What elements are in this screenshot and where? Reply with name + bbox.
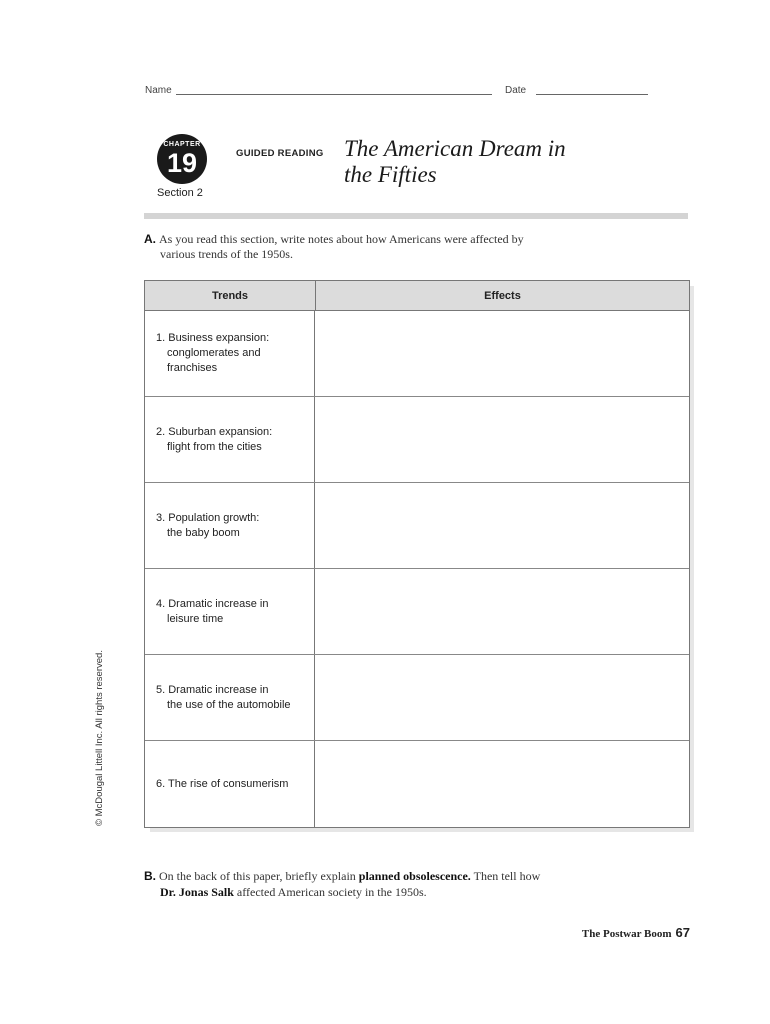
effect-cell[interactable]: [315, 569, 689, 654]
trend-text-line2: the use of the automobile: [167, 698, 291, 711]
name-field-line[interactable]: [176, 94, 492, 95]
planned-obsolescence-term: planned obsolescence.: [358, 869, 471, 883]
effect-cell[interactable]: [315, 397, 689, 482]
chapter-label: CHAPTER: [163, 141, 201, 148]
trend-cell: [145, 569, 315, 654]
trend-text-line2: conglomerates and: [167, 347, 261, 359]
trend-text-line1: 4. Dramatic increase in: [156, 597, 269, 610]
effect-cell[interactable]: [315, 741, 689, 827]
header-effects: Effects: [484, 289, 521, 302]
trend-cell: [145, 397, 315, 482]
guided-reading-label: GUIDED READING: [236, 148, 324, 159]
title-line-1: The American Dream in: [344, 136, 566, 161]
date-field-line[interactable]: [536, 94, 648, 95]
trend-text-line2: the baby boom: [167, 526, 240, 539]
trend-cell: [145, 311, 315, 396]
trend-text-line2: flight from the cities: [167, 440, 262, 453]
page-title: [344, 136, 664, 188]
trend-text-line3: franchises: [167, 362, 218, 374]
page-number: 67: [675, 925, 690, 940]
trend-cell: [145, 483, 315, 568]
name-label: Name: [145, 85, 172, 96]
trend-text-line1: 2. Suburban expansion:: [156, 425, 273, 438]
part-a-instructions: [144, 232, 614, 262]
table-row: [145, 741, 689, 827]
table-row: [145, 311, 689, 397]
section-label: Section 2: [157, 187, 203, 199]
part-b-text-1: On the back of this paper, briefly explain: [159, 869, 356, 883]
part-a-letter: A.: [144, 232, 156, 246]
effect-cell[interactable]: [315, 483, 689, 568]
part-a-line-1: As you read this section, write notes about how Americans were affected by: [159, 232, 524, 246]
part-b-text-2: Then tell how: [473, 869, 541, 883]
effect-cell[interactable]: [315, 655, 689, 740]
effect-cell[interactable]: [315, 311, 689, 396]
part-b-text-3: affected American society in the 1950s.: [236, 885, 427, 899]
chapter-badge: [157, 134, 207, 184]
table-row: [145, 397, 689, 483]
trend-text-line1: 1. Business expansion:: [156, 332, 270, 344]
trend-text-line1: 3. Population growth:: [156, 511, 260, 524]
table-row: [145, 655, 689, 741]
header-trends: Trends: [145, 281, 316, 310]
trend-cell: [145, 655, 315, 740]
trend-text-line2: leisure time: [167, 612, 224, 625]
footer-label: The Postwar Boom: [581, 928, 672, 940]
trends-effects-table: [144, 280, 690, 828]
table-row: [145, 569, 689, 655]
trend-text-line1: 5. Dramatic increase in: [156, 683, 269, 696]
part-a-line-2: various trends of the 1950s.: [160, 247, 293, 261]
trend-cell: [145, 741, 315, 827]
part-b-letter: B.: [144, 869, 156, 883]
title-line-2: the Fifties: [344, 162, 437, 187]
copyright-notice: © McDougal Littell Inc. All rights reserved.: [94, 650, 105, 826]
trend-text-line1: 6. The rise of consumerism: [156, 777, 289, 790]
date-label: Date: [505, 85, 527, 96]
chapter-number: 19: [166, 148, 198, 178]
table-row: [145, 483, 689, 569]
part-b-instructions: [144, 868, 614, 900]
jonas-salk-term: Dr. Jonas Salk: [160, 885, 234, 899]
header-divider: [144, 213, 688, 219]
part-b-line-2: [144, 884, 614, 900]
table-header: [145, 281, 689, 311]
page-footer: [540, 925, 690, 940]
